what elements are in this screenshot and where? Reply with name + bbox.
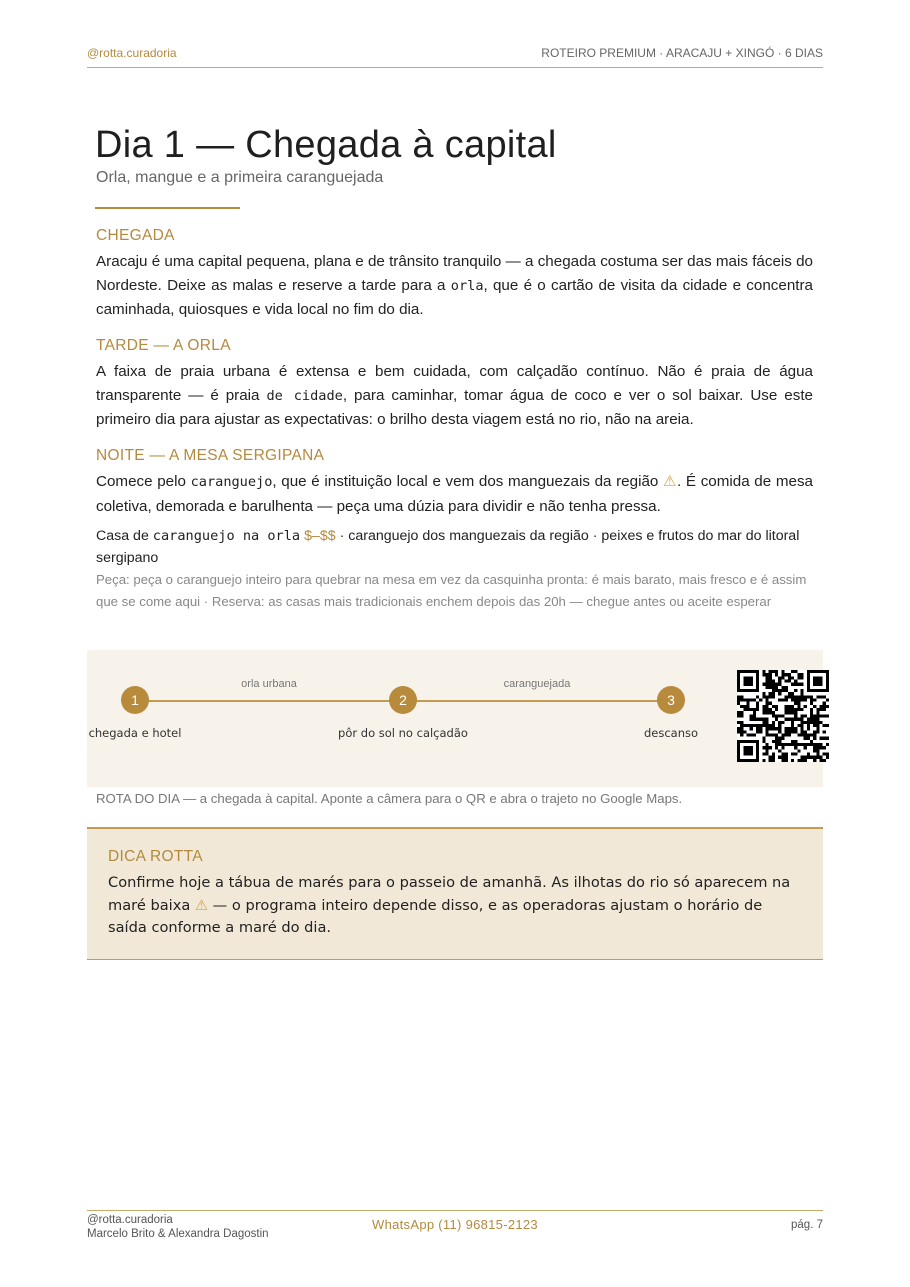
route-stop-label: pôr do sol no calçadão [338,726,468,740]
tip-text [108,872,802,940]
qr-code-graphic [737,670,829,762]
footer-authors: Marcelo Brito & Alexandra Dagostin [87,1228,269,1240]
header-divider [87,67,823,68]
route-stop-label: chegada e hotel [88,726,182,740]
footer-divider [87,1210,823,1211]
text-fragment: , que é o cartão de visita da cidade e concentra caminhada, quiosques e vida local no fim do dia. [96,276,813,318]
route-panel [87,650,823,787]
title-underline [95,207,240,209]
place-info [96,526,813,569]
text-fragment: . É comida de mesa coletiva, demorada e barulhenta — peça uma dúzia para dividir e não tenha pressa. [96,473,813,515]
keyword-de-cidade: de cidade [266,387,343,404]
header-doc-title: ROTEIRO PREMIUM · ARACAJU + XINGÓ · 6 DIAS [541,46,823,60]
text-fragment: A faixa de praia urbana é extensa e bem cuidada, com calçadão contínuo. Não é praia de água transparente — é praia [96,363,813,404]
price-range: $–$$ [304,528,336,544]
page-number: pág. 7 [791,1219,823,1231]
section-heading-night: NOITE — A MESA SERGIPANA [96,447,325,464]
footer-handle: @rotta.curadoria [87,1214,173,1226]
keyword-caranguejo: caranguejo [190,474,273,490]
route-segment-label: caranguejada [503,678,571,690]
section-text-arrival [96,250,813,322]
footer-whatsapp[interactable]: WhatsApp (11) 96815-2123 [372,1217,538,1232]
route-caption: ROTA DO DIA — a chegada à capital. Aponte a câmera para o QR e abra o trajeto no Google Maps. [96,791,683,806]
text-fragment: — o programa inteiro depende disso, e as operadoras ajustam o horário de saída conforme a maré do dia. [108,896,763,936]
day-title: Dia 1 — Chegada à capital [95,124,557,166]
text-fragment: , para caminhar, tomar água de coco e ver o sol baixar. Use este primeiro dia para ajustar as expectativas: o brilho desta viagem está no rio, não na areia. [96,386,813,428]
route-stop-label: descanso [643,726,699,740]
section-text-night [96,470,813,518]
text-fragment: Confirme hoje a tábua de marés para o passeio de amanhã. As ilhotas do rio só aparecem na maré baixa [108,874,791,914]
header-handle: @rotta.curadoria [87,46,177,60]
place-details: · caranguejo dos manguezais da região · peixes e frutos do mar do litoral sergipano [96,528,800,566]
text-fragment: , que é instituição local e vem dos manguezais da região [272,473,663,490]
text-fragment: Comece pelo [96,473,191,490]
place-name-keyword: caranguejo na orla [152,528,301,544]
route-stop-marker: 2 [389,686,417,714]
keyword-orla: orla [450,277,484,294]
section-text-afternoon [96,360,813,432]
section-heading-arrival: CHEGADA [96,227,175,244]
tip-heading: DICA ROTTA [108,848,203,865]
warning-icon: ⚠ [663,473,678,490]
text-fragment: Aracaju é uma capital pequena, plana e de trânsito tranquilo — a chegada costuma ser das mais fáceis do Nordeste. Deixe as malas e reserve a tarde para a [96,253,813,294]
route-stop-marker: 1 [121,686,149,714]
route-stop-marker: 3 [657,686,685,714]
place-name-prefix: Casa de [96,528,153,544]
route-segment-label: orla urbana [241,678,297,690]
place-tips: Peça: peça o caranguejo inteiro para quebrar na mesa em vez da casquinha pronta: é mais barato, mais fresco e é assim que se come aqui · Reserva: as casas mais tradicionais enchem depois das 20h — chegue antes ou aceite esperar [96,572,807,609]
day-subtitle: Orla, mangue e a primeira caranguejada [96,169,384,186]
warning-icon: ⚠ [194,896,209,914]
section-heading-afternoon: TARDE — A ORLA [96,337,231,354]
qr-code-icon[interactable] [737,670,829,762]
